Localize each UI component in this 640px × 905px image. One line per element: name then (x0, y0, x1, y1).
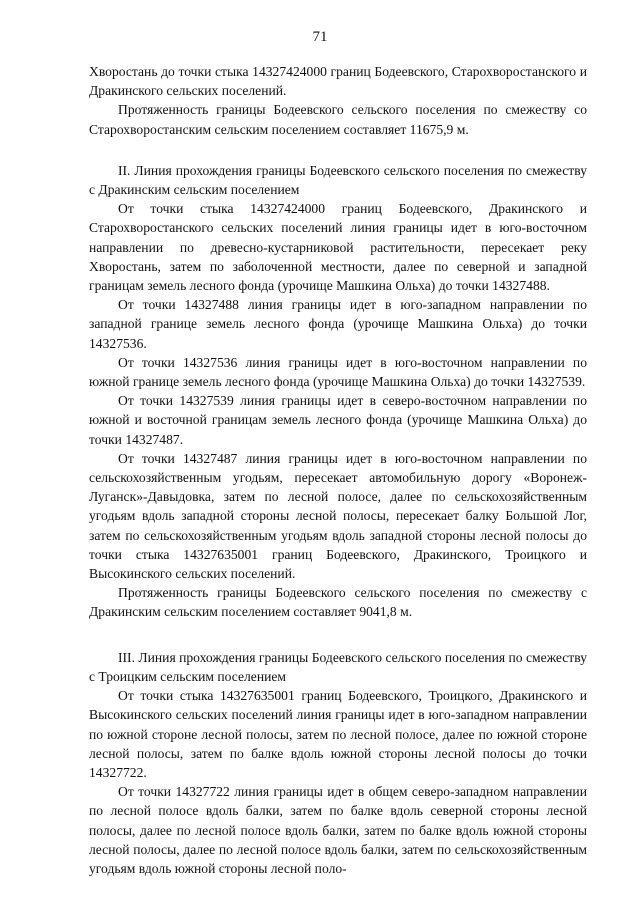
paragraph: От точки 14327722 линия границы идет в общем северо-западном направлении по лесной полосе вдоль балки, затем по балке вдоль северной стороны лесной полосы, далее по лесной полосе вдоль балки, затем по балке вдоль южной стороны лесной полосы, далее по лесной полосе вдоль балки, затем по сельскохозяйственным угодьям вдоль южной стороны лесной поло- (89, 784, 587, 876)
paragraph: От точки стыка 14327635001 границ Бодеевского, Троицкого, Дракинского и Высокинского сельских поселений линия границы идет в юго-западном направлении по южной стороне лесной полосы, затем по лесной полосе, далее по южной стороне лесной полосы, затем по балке вдоль южной стороны лесной полосы до точки 14327722. (89, 688, 587, 780)
section-heading-2: II. Линия прохождения границы Бодеевского сельского поселения по смежеству с Дракинским сельским поселением (89, 162, 587, 198)
page-number: 71 (312, 29, 328, 45)
document-body (89, 62, 587, 878)
paragraph-length-summary: Протяженность границы Бодеевского сельского поселения по смежеству с Дракинским сельским поселением составляет 9041,8 м. (89, 585, 587, 620)
paragraph: От точки 14327488 линия границы идет в юго-западном направлении по западной границе земель лесного фонда (урочище Машкина Ольха) до точки 14327536. (89, 297, 587, 351)
paragraph: От точки стыка 14327424000 границ Бодеевского, Дракинского и Старохворостанского сельских поселений линия границы идет в юго-восточном направлении по древесно-кустарниковой растительности, пересекает реку Хворостань, затем по заболоченной местности, далее по северной и западной границам земель лесного фонда (урочище Машкина Ольха) до точки 14327488. (89, 201, 587, 294)
paragraph: От точки 14327487 линия границы идет в юго-восточном направлении по сельскохозяйственным угодьям, пересекает автомобильную дорогу «Воронеж-Луганск»-Давыдовка, затем по лесной полосе, далее по сельскохозяйственным угодьям вдоль западной стороны лесной полосы, пересекает балку Большой Лог, затем по сельскохозяйственным угодьям вдоль западной стороны лесной полосы до точки стыка 14327635001 границ Бодеевского, Дракинского, Троицкого и Высокинского сельских поселений. (89, 450, 587, 582)
section-heading-3: III. Линия прохождения границы Бодеевского сельского поселения по смежеству с Троицким сельским поселением (89, 649, 587, 684)
paragraph: От точки 14327539 линия границы идет в северо-восточном направлении по южной и восточной границам земель лесного фонда (урочище Машкина Ольха) до точки 14327487. (89, 393, 587, 447)
paragraph-length-summary: Протяженность границы Бодеевского сельского поселения по смежеству со Старохворостанским сельским поселением составляет 11675,9 м. (89, 102, 587, 137)
paragraph: От точки 14327536 линия границы идет в юго-восточном направлении по южной границе земель лесного фонда (урочище Машкина Ольха) до точки 14327539. (89, 354, 587, 390)
paragraph-continuation: Хворостань до точки стыка 14327424000 границ Бодеевского, Старохворостанского и Дракинского сельских поселений. (89, 64, 587, 99)
